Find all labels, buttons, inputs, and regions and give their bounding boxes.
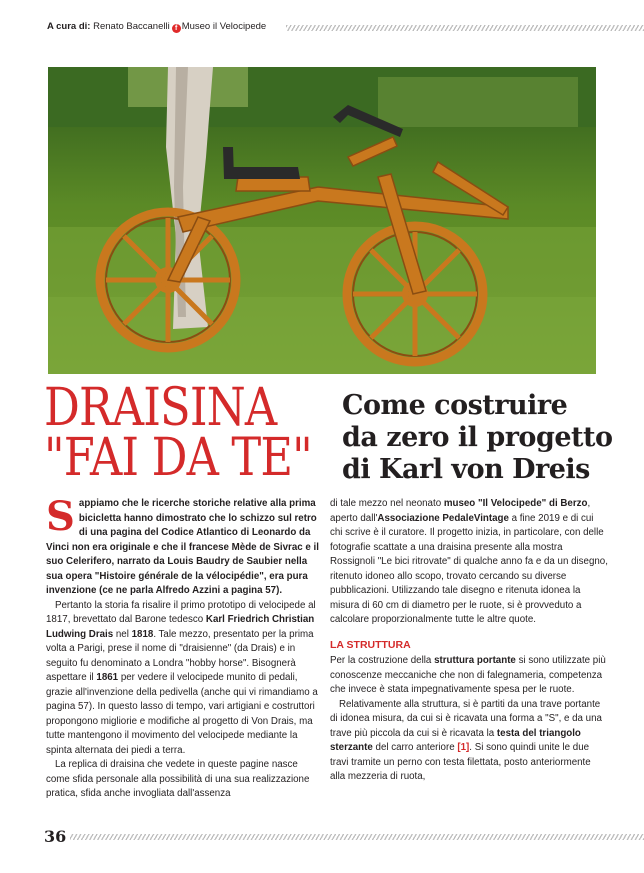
draisine-photo <box>48 67 596 374</box>
author-name: Renato Baccanelli <box>93 21 170 32</box>
header-divider <box>286 25 644 31</box>
museum-name: Museo il Velocipede <box>181 21 267 32</box>
text-run: di tale mezzo nel neonato <box>330 498 444 509</box>
facebook-icon: f <box>172 24 181 33</box>
text-run: Per la costruzione della <box>330 655 435 666</box>
article-credit <box>47 21 266 33</box>
intro-text: appiamo che le ricerche storiche relative alla prima bicicletta hanno dimostrato che lo schizzo sul retro di una pagina del Codice Atlantico di Leonardo da Vinci non era originale e che il francese Mède de Sivrac e il suo Celerifero, narrato da Louis Baudry de Saubier nella sua opera "Histoire générale de la vélocipédie", era pura invenzione (ce ne parla Alfredo Azzini a pagina 57). <box>46 498 319 596</box>
text-run: . Tale mezzo, presentato per la prima volta a Parigi, prese il nome di "draisienne" (da Drais) e in seguito fu denominato a Londra "hobby horse". Bisognerà aspettare il <box>46 628 314 683</box>
grass-texture <box>48 227 596 374</box>
seat <box>226 167 300 179</box>
page-number: 36 <box>44 827 67 846</box>
text-column-left <box>46 493 324 802</box>
text-run: si sono utilizzate più conoscenze meccaniche che non di falegnameria, competenza che invece è stata impegnativamente spesa per le ruote. <box>330 655 606 695</box>
text-run: . Si sono quindi unite le due travi tramite un perno con testa filettata, posto anteriormente alla mezzeria di ruota, <box>330 742 591 782</box>
bold-run: Karl Friedrich Christian Ludwing Drais <box>46 614 315 640</box>
article-title <box>44 378 312 488</box>
text-run: del carro anteriore <box>372 742 458 753</box>
paragraph-structure <box>330 654 608 698</box>
paragraph-intro <box>46 493 324 599</box>
text-run: , aperto dall' <box>330 498 591 524</box>
title-line-2: "FAI DA TE" <box>44 428 312 488</box>
figure-reference: [1] <box>457 742 470 753</box>
bold-run: 1861 <box>96 672 119 683</box>
paragraph-replica: La replica di draisina che vedete in queste pagine nasce come sfida personale alla possibilità di una sua realizzazione pratica, sfida anche invogliata dall'assenza <box>46 759 310 799</box>
section-heading: LA STRUTTURA <box>330 638 411 651</box>
text-run: Pertanto la storia fa risalire il primo prototipo di velocipede al 1817, brevettato dal Barone tedesco <box>46 599 316 625</box>
bold-run: museo "Il Velocipede" di Berzo <box>443 498 588 509</box>
subtitle-line-2: da zero il progetto <box>342 422 613 453</box>
text-column-right <box>330 497 608 785</box>
bold-run: testa del triangolo sterzante <box>330 727 581 753</box>
text-run: per vedere il velocipede munito di pedali, grazie all'invenzione della pedivella (anche qui vi rimandiamo a pagina 57). In questo lasso di tempo, vari artigiani e costruttori propongono migliorie e modifiche al progetto di Von Drais, ma tutte mantengono il movimento del velocipede mediante la spinta alternata dei piedi a terra. <box>46 672 318 756</box>
subtitle-line-1: Come costruire <box>342 390 568 421</box>
text-run: Relativamente alla struttura, si è partiti da una trave portante di idonea misura, da cui si è ricavata una forma a "S", e da una trave più piccola da cui si è ricavata la <box>330 698 602 739</box>
bold-run: struttura portante <box>434 655 516 666</box>
footer-divider <box>70 834 644 840</box>
bold-run: Associazione PedaleVintage <box>377 512 509 524</box>
paragraph-beam <box>330 698 608 785</box>
subtitle-line-3: di Karl von Dreis <box>342 454 590 485</box>
drop-cap: S <box>46 493 75 540</box>
text-run: nel <box>113 628 132 640</box>
article-subtitle <box>342 390 612 486</box>
text-run: a fine 2019 e di cui chi scrive è il curatore. Il progetto inizia, in particolare, con delle fotografie scattate a una draisina presente alla mostra Rossignoli "Le bici ritrovate" di qualche anno fa e da un disegno, ritenuto idoneo allo scopo, trovato cercando su diverse pubblicazioni. Utilizzando tale disegno e ritenuta idonea la misura di 60 cm di diametro per le ruote, si è provveduto a calcolare proporzionalmente tutte le altre quote. <box>330 512 608 625</box>
credit-prefix: A cura di: <box>47 21 91 32</box>
title-line-1: DRAISINA <box>44 378 277 438</box>
paragraph-history <box>46 599 324 759</box>
paragraph-museum <box>330 497 608 628</box>
bold-run: 1818 <box>131 628 154 640</box>
